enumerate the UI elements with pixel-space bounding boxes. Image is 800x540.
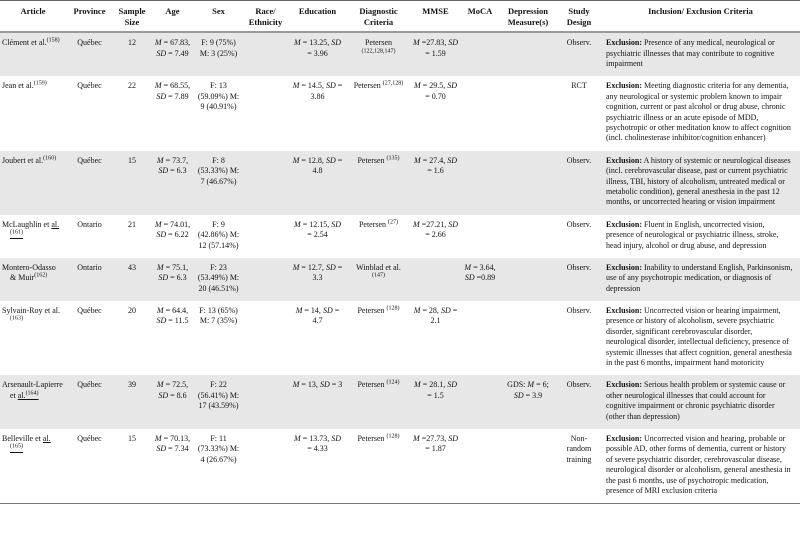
cell-education: M = 13.25, SD = 3.96 (288, 32, 347, 76)
article-name: Arsenault-Lapierre et (2, 380, 63, 400)
table-row (0, 76, 800, 150)
cell-mmse: M =27.21, SD = 2.66 (413, 219, 458, 240)
column-header: Diagnostic Criteria (347, 1, 410, 33)
cell-race-ethnicity (243, 258, 288, 301)
table-row (0, 429, 800, 504)
column-header: Province (66, 1, 113, 33)
article-citation-link[interactable]: al.$^{(161)}$ (10, 219, 60, 236)
reference-number: (162) (34, 272, 48, 279)
cell-depression-measures (499, 258, 557, 301)
reference-number[interactable]: (164) (25, 390, 39, 397)
reference-number: (128) (386, 433, 400, 440)
cell-inclusion-exclusion (601, 375, 800, 429)
cell-article (0, 76, 66, 150)
cell-inclusion-exclusion (601, 429, 800, 504)
cell-race-ethnicity (243, 76, 288, 150)
cell-education: M = 12.7, SD = 3.3 (288, 258, 347, 301)
cell-article (0, 32, 66, 76)
cell-province: Ontario (77, 219, 102, 229)
cell-sample-size: 21 (128, 219, 136, 229)
column-header: Education (288, 1, 347, 33)
cell-inclusion-exclusion (601, 32, 800, 76)
reference-number: (163) (10, 315, 23, 322)
article-name: Clément et al. (2, 38, 47, 48)
reference-number: (27,128) (382, 80, 404, 87)
cell-sample-size: 20 (128, 306, 136, 316)
cell-age: M = 70.13, SD = 7.34 (154, 433, 191, 454)
cell-study-design: Observ. (566, 306, 592, 316)
cell-mmse: M =27.73, SD = 1.87 (413, 433, 458, 454)
reference-number: (159) (33, 80, 47, 87)
reference-number: (124) (386, 379, 400, 386)
cell-sample-size: 15 (128, 433, 136, 443)
reference-number: (128) (386, 305, 400, 312)
cell-depression-measures: GDS: M = 6; SD = 3.9 (499, 375, 557, 429)
cell-sample-size: 15 (113, 151, 151, 215)
column-header: Sample Size (113, 1, 151, 33)
cell-province: Québec (77, 306, 102, 316)
cell-province: Québec (66, 375, 113, 429)
cell-education: M = 12.15, SD = 2.54 (294, 219, 341, 240)
cell-sample-size: 43 (113, 258, 151, 301)
cell-inclusion-exclusion (601, 215, 800, 258)
exclusion-label: Exclusion: (606, 262, 643, 272)
reference-number: (135) (386, 155, 400, 162)
cell-age: M = 64.4, SD = 11.5 (156, 306, 189, 326)
cell-depression-measures (499, 76, 557, 150)
cell-province: Québec (77, 81, 102, 91)
table-body (0, 32, 800, 504)
table-row (0, 32, 800, 76)
cell-study-design: Observ. (566, 219, 592, 229)
table-row (0, 215, 800, 258)
cell-sex: F: 9 (42.86%) M: 12 (57.14%) (197, 219, 240, 250)
cell-age: M = 73.7, SD = 6.3 (151, 151, 194, 215)
criteria-text: Uncorrected vision or hearing impairment, presence or history of alcoholism, severe psychiatric disorder, significant cerebrovascular disorder, neurological disorder, intellectual deficiency, presence of systemic illnesses that affect cognition, general anesthesia in the past 6 months, impairment hand motoricity (606, 306, 792, 368)
cell-diagnostic-criteria: Petersen $^{(135)}$ (347, 151, 410, 215)
article-name: Joubert et al. (2, 155, 44, 165)
cell-diagnostic-criteria: Winblad et al. $^{(147)}$ (347, 258, 410, 301)
cell-depression-measures (499, 32, 557, 76)
cell-diagnostic-criteria: Petersen $^{(124)}$ (347, 375, 410, 429)
criteria-text: Meeting diagnostic criteria for any dementia, any neurological or systemic problem known to impair cognition, current or past alcohol or drug abuse, chronic psychiatric illness or an acute episode of MDD, psychotropic or other meditation know to affect cognition (incl. cholinesterase inhibitor/cognition enhancer) (606, 81, 791, 143)
column-header: Inclusion/ Exclusion Criteria (601, 1, 800, 33)
cell-race-ethnicity (243, 375, 288, 429)
column-header: MMSE (410, 1, 461, 33)
table-row (0, 375, 800, 429)
cell-province: Québec (66, 151, 113, 215)
cell-article (0, 375, 66, 429)
cell-study-design: Non-random training (566, 433, 592, 464)
article-citation-link[interactable]: al.$^{(165)}$ (10, 433, 51, 450)
cell-mmse: M = 27.4, SD = 1.6 (410, 151, 461, 215)
cell-education: M = 14.5, SD = 3.86 (292, 81, 343, 101)
cell-study-design: Observ. (557, 258, 601, 301)
exclusion-label: Exclusion: (606, 433, 643, 443)
cell-province: Québec (77, 433, 102, 443)
cell-mmse: M = 28, SD = 2.1 (413, 306, 458, 326)
cell-depression-measures (499, 429, 557, 504)
cell-diagnostic-criteria: Petersen $^{(122,128,147)}$ (347, 32, 410, 76)
article-name: Montero-Odasso & Muir (2, 262, 56, 283)
cell-education: M = 13, SD = 3 (288, 375, 347, 429)
cell-mmse (410, 258, 461, 301)
cell-diagnostic-criteria: Petersen $^{(128)}$ (357, 305, 400, 316)
cell-sample-size: 22 (128, 81, 136, 91)
column-header: Study Design (557, 1, 601, 33)
cell-race-ethnicity (243, 301, 288, 375)
cell-inclusion-exclusion (601, 151, 800, 215)
cell-sex: F: 23 (53.49%) M: 20 (46.51%) (194, 258, 243, 301)
table-row (0, 301, 800, 375)
reference-number[interactable]: (161) (10, 229, 23, 236)
cell-mmse: M = 28.1, SD = 1.5 (410, 375, 461, 429)
cell-sample-size: 39 (113, 375, 151, 429)
reference-number: (27) (388, 219, 399, 226)
reference-number[interactable]: (165) (10, 443, 23, 450)
reference-number: (147) (372, 272, 385, 279)
article-name: Sylvain-Roy et al. (2, 306, 60, 316)
cell-article (0, 301, 66, 375)
cell-moca (461, 151, 499, 215)
cell-race-ethnicity (243, 429, 288, 504)
criteria-text: Uncorrected vision and hearing, probable or possible AD, other forms of dementia, current or history of severe psychiatric disorder, cerebrovascular disease, neurological disorder or alcoholism, general anesthesia in the past 6 months, use of psychotropic medication, presence of MRI exclusion criteria (606, 433, 791, 495)
cell-sex: F: 13 (65%) M: 7 (35%) (199, 306, 238, 326)
cell-sex: F: 11 (73.33%) M: 4 (26.67%) (197, 433, 240, 464)
cell-diagnostic-criteria: Petersen $^{(27)}$ (358, 219, 399, 229)
cell-race-ethnicity (243, 151, 288, 215)
cell-inclusion-exclusion (601, 76, 800, 150)
cell-age: M = 72.5, SD = 8.6 (151, 375, 194, 429)
cell-moca (461, 301, 499, 375)
cell-moca: M = 3.64, SD =0.89 (461, 258, 499, 301)
exclusion-label: Exclusion: (606, 155, 643, 165)
cell-moca (461, 76, 499, 150)
cell-sex: F: 22 (56.41%) M: 17 (43.59%) (194, 375, 243, 429)
cell-article (0, 429, 66, 504)
cell-diagnostic-criteria: Petersen $^{(27,128)}$ (353, 80, 404, 91)
column-header: Article (0, 1, 66, 33)
cell-inclusion-exclusion (601, 258, 800, 301)
column-header: MoCA (461, 1, 499, 33)
cell-depression-measures (499, 301, 557, 375)
criteria-text: Serious health problem or systemic cause or other neurological illnesses that could account for cognitive impairment or chronic psychiatric disorder (other than depression) (606, 380, 786, 421)
cell-mmse: M = 29.5, SD = 0.70 (414, 81, 457, 101)
cell-sex: F: 9 (75%) M: 3 (25%) (194, 32, 243, 76)
criteria-text: Inability to understand English, Parkinsonism, use of any psychotropic medication, or diagnosis of depression (606, 262, 793, 293)
cell-study-design: Observ. (557, 375, 601, 429)
cell-study-design: Observ. (557, 151, 601, 215)
cell-study-design: RCT (571, 81, 587, 91)
exclusion-label: Exclusion: (606, 81, 643, 91)
exclusion-label: Exclusion: (606, 219, 643, 229)
article-citation-link[interactable]: al.$^{(164)}$ (17, 390, 39, 400)
cell-mmse: M =27.83, SD = 1.59 (410, 32, 461, 76)
cell-education: M = 13.73, SD = 4.33 (294, 433, 341, 454)
article-name: McLaughlin et (2, 219, 52, 229)
cell-moca (461, 375, 499, 429)
criteria-text: Presence of any medical, neurological or psychiatric illnesses that may contribute to cognitive impairment (606, 38, 775, 69)
cell-moca (461, 32, 499, 76)
exclusion-label: Exclusion: (606, 306, 643, 316)
cell-inclusion-exclusion (601, 301, 800, 375)
column-header: Race/ Ethnicity (243, 1, 288, 33)
article-name: Jean et al. (2, 81, 34, 91)
cell-age: M = 68.55, SD = 7.89 (154, 81, 191, 101)
cell-age: M = 74.01, SD = 6.22 (154, 219, 191, 240)
cell-province: Québec (66, 32, 113, 76)
cell-sex: F: 8 (53.33%) M: 7 (46.67%) (194, 151, 243, 215)
cell-study-design: Observ. (557, 32, 601, 76)
reference-number: (122,128,147) (361, 47, 396, 54)
cell-education: M = 14, SD = 4.7 (295, 306, 340, 326)
criteria-text: A history of systemic or neurological diseases (incl. cerebrovascular disease, past or current psychiatric illness, TBI, history of alcoholism, untreated medical or metabolic condition), general anesthesia in the past 12 months, or uncorrected hearing or vision impairment (606, 155, 791, 207)
article-name: Belleville et (2, 433, 43, 443)
cell-moca (461, 215, 499, 258)
cell-education: M = 12.8, SD = 4.8 (288, 151, 347, 215)
table-row (0, 258, 800, 301)
cell-sample-size: 12 (113, 32, 151, 76)
cell-age: M = 67.83, SD = 7.49 (151, 32, 194, 76)
column-header: Age (151, 1, 194, 33)
cell-province: Ontario (66, 258, 113, 301)
cell-sex: F: 13 (59.09%) M: 9 (40.91%) (197, 81, 240, 112)
table-header (0, 1, 800, 33)
cell-moca (461, 429, 499, 504)
exclusion-label: Exclusion: (606, 38, 643, 48)
cell-diagnostic-criteria: Petersen $^{(128)}$ (357, 433, 400, 443)
cell-article (0, 151, 66, 215)
reference-number: (160) (43, 155, 57, 162)
cell-age: M = 75.1, SD = 6.3 (151, 258, 194, 301)
cell-article (0, 215, 66, 258)
criteria-text: Fluent in English, uncorrected vision, presence of neurological or psychiatric illness, stroke, head injury, alcohol or drug abuse, and depression (606, 219, 779, 250)
exclusion-label: Exclusion: (606, 380, 643, 390)
cell-race-ethnicity (243, 32, 288, 76)
cell-article (0, 258, 66, 301)
table-row (0, 151, 800, 215)
reference-number: (158) (46, 37, 60, 44)
column-header: Sex (194, 1, 243, 33)
header-row (0, 1, 800, 33)
cell-depression-measures (499, 215, 557, 258)
column-header: Depression Measure(s) (499, 1, 557, 33)
cell-race-ethnicity (243, 215, 288, 258)
cell-depression-measures (499, 151, 557, 215)
